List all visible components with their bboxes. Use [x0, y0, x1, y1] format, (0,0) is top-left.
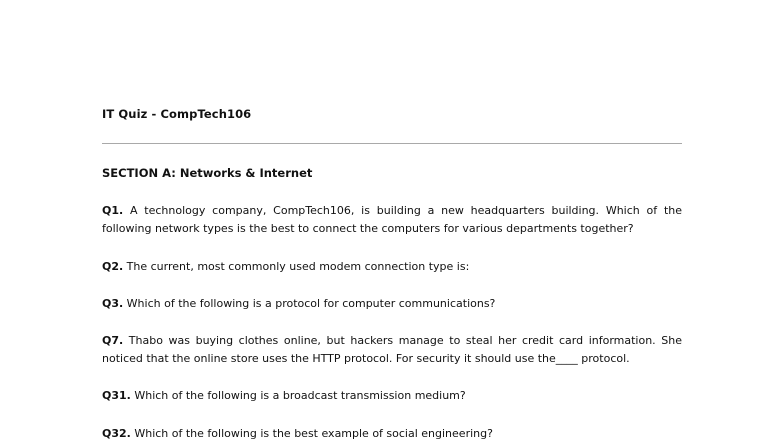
question-text: A technology company, CompTech106, is building a new headquarters building. Which of the following network types is the best to connect the computers for various departments together?: [102, 204, 682, 235]
question-q31: [102, 387, 682, 405]
section-heading: SECTION A: Networks & Internet: [102, 166, 313, 180]
question-text: The current, most commonly used modem connection type is:: [123, 260, 470, 273]
question-q2: [102, 258, 682, 276]
question-text: Which of the following is the best example of social engineering?: [130, 427, 493, 440]
question-text: Which of the following is a protocol for computer communications?: [123, 297, 496, 310]
question-number: Q7.: [102, 334, 124, 347]
question-q7: [102, 332, 682, 368]
question-number: Q32.: [102, 427, 131, 440]
question-number: Q2.: [102, 260, 124, 273]
document-title: IT Quiz - CompTech106: [102, 107, 252, 121]
question-q3: [102, 295, 682, 313]
question-number: Q3.: [102, 297, 124, 310]
question-number: Q1.: [102, 204, 124, 217]
question-q32: [102, 425, 682, 443]
question-q1: [102, 202, 682, 238]
question-text: Which of the following is a broadcast transmission medium?: [130, 389, 466, 402]
question-number: Q31.: [102, 389, 131, 402]
question-text: Thabo was buying clothes online, but hackers manage to steal her credit card information. She noticed that the online store uses the HTTP protocol. For security it should use the____ protocol.: [102, 334, 682, 365]
title-divider: [102, 143, 682, 144]
